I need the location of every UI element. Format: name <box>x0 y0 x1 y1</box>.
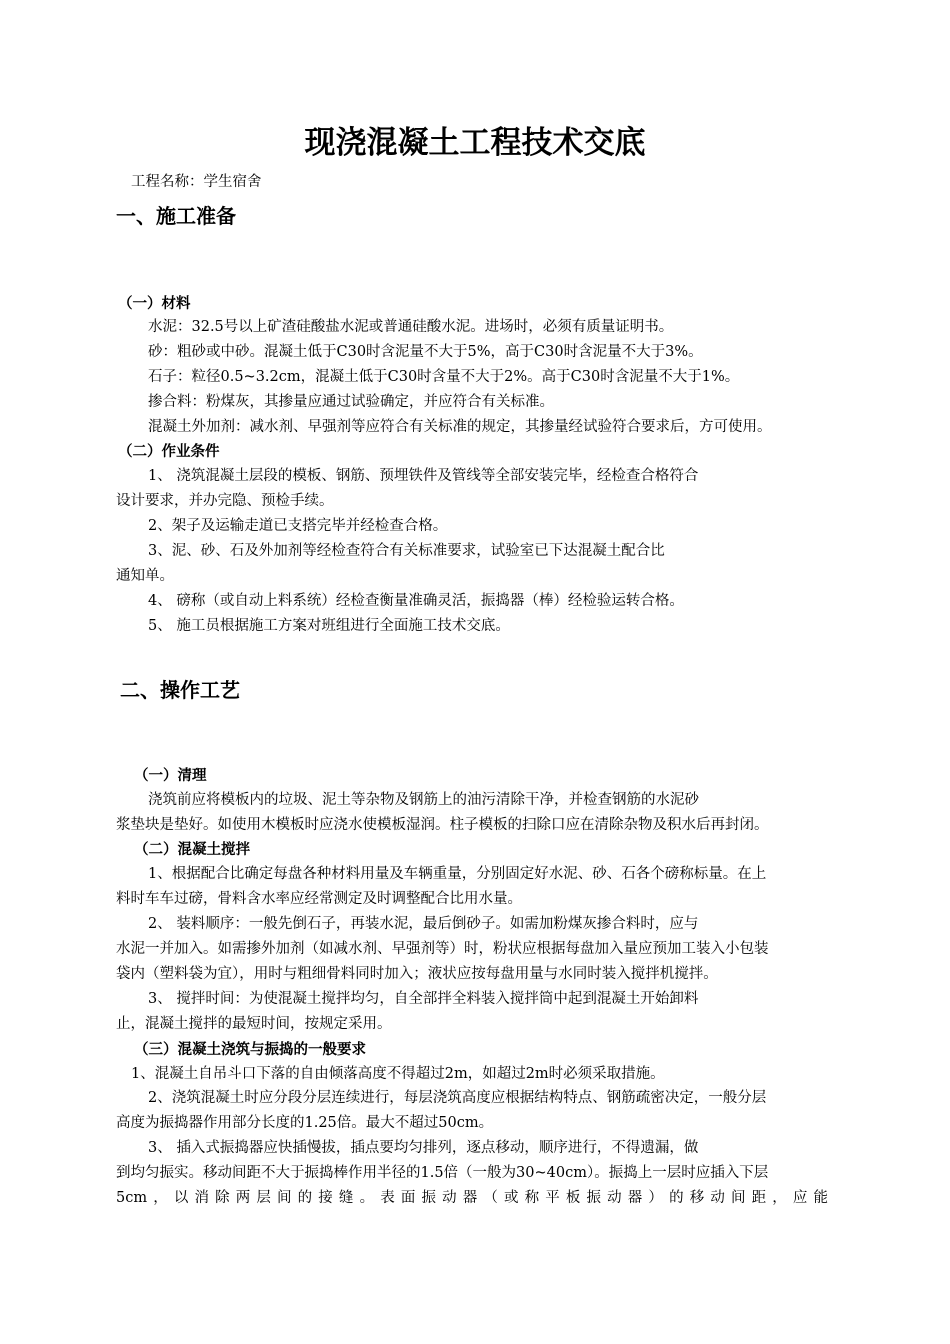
paragraph-line: 4、 磅称（或自动上料系统）经检查衡量准确灵活，振捣器（棒）经检验运转合格。 <box>148 593 684 609</box>
subheading-work-conditions: （二）作业条件 <box>118 444 220 460</box>
subheading-materials: （一）材料 <box>118 296 191 312</box>
section-heading-preparation: 一、施工准备 <box>116 204 236 228</box>
paragraph-line: 通知单。 <box>116 568 174 584</box>
paragraph-line: 砂：粗砂或中砂。混凝土低于C30时含泥量不大于5%，高于C30时含泥量不大于3%。 <box>148 344 703 360</box>
project-name: 工程名称：学生宿舍 <box>131 174 262 190</box>
subheading-cleaning: （一）清理 <box>134 768 207 784</box>
paragraph-line: 1、混凝土自吊斗口下落的自由倾落高度不得超过2m，如超过2m时必须采取措施。 <box>131 1066 665 1082</box>
paragraph-line: 混凝土外加剂：减水剂、早强剂等应符合有关标准的规定，其掺量经试验符合要求后，方可使用。 <box>148 419 772 435</box>
paragraph-line: 1、 浇筑混凝土层段的模板、钢筋、预埋铁件及管线等全部安装完毕，经检查合格符合 <box>148 468 699 484</box>
paragraph-line: 2、浇筑混凝土时应分段分层连续进行，每层浇筑高度应根据结构特点、钢筋疏密决定，一般分层 <box>148 1090 767 1106</box>
page-title: 现浇混凝土工程技术交底 <box>304 125 646 161</box>
paragraph-line: 料时车车过磅，骨料含水率应经常测定及时调整配合比用水量。 <box>116 891 522 907</box>
paragraph-line: 止，混凝土搅拌的最短时间，按规定采用。 <box>116 1016 392 1032</box>
paragraph-line: 1、根据配合比确定每盘各种材料用量及车辆重量，分别固定好水泥、砂、石各个磅称标量。在上 <box>148 866 767 882</box>
paragraph-line: 袋内（塑料袋为宜），用时与粗细骨料同时加入；液状应按每盘用量与水同时装入搅拌机搅拌。 <box>116 966 718 982</box>
paragraph-line: 5cm，以消除两层间的接缝。表面振动器（或称平板振动器）的移动间距，应能 <box>116 1190 828 1206</box>
paragraph-line: 水泥一并加入。如需掺外加剂（如减水剂、早强剂等）时，粉状应根据每盘加入量应预加工装入小包装 <box>116 941 769 957</box>
paragraph-line: 石子：粒径0.5~3.2cm，混凝土低于C30时含量不大于2%。高于C30时含泥量不大于1%。 <box>148 369 740 385</box>
paragraph-line: 浇筑前应将模板内的垃圾、泥土等杂物及钢筋上的油污清除干净，并检查钢筋的水泥砂 <box>148 792 699 808</box>
subheading-pouring-vibrating: （三）混凝土浇筑与振捣的一般要求 <box>134 1042 366 1058</box>
paragraph-line: 水泥：32.5号以上矿渣硅酸盐水泥或普通硅酸水泥。进场时，必须有质量证明书。 <box>148 319 674 335</box>
paragraph-line: 高度为振捣器作用部分长度的1.25倍。最大不超过50cm。 <box>116 1115 494 1131</box>
paragraph-line: 5、 施工员根据施工方案对班组进行全面施工技术交底。 <box>148 618 510 634</box>
subheading-mixing: （二）混凝土搅拌 <box>134 842 250 858</box>
paragraph-line: 2、架子及运输走道已支搭完毕并经检查合格。 <box>148 518 448 534</box>
paragraph-line: 设计要求，并办完隐、预检手续。 <box>116 493 334 509</box>
section-heading-operations: 二、操作工艺 <box>120 678 240 702</box>
paragraph-line: 3、 插入式振捣器应快插慢拔，插点要均匀排列，逐点移动，顺序进行，不得遗漏，做 <box>148 1140 699 1156</box>
paragraph-line: 掺合料：粉煤灰，其掺量应通过试验确定，并应符合有关标准。 <box>148 394 554 410</box>
paragraph-line: 2、 装料顺序：一般先倒石子，再装水泥，最后倒砂子。如需加粉煤灰掺合料时，应与 <box>148 916 699 932</box>
paragraph-line: 3、 搅拌时间：为使混凝土搅拌均匀，自全部拌全料装入搅拌筒中起到混凝土开始卸料 <box>148 991 699 1007</box>
paragraph-line: 浆垫块是垫好。如使用木模板时应浇水使模板湿润。柱子模板的扫除口应在清除杂物及积水后再封闭。 <box>116 817 769 833</box>
paragraph-line: 3、泥、砂、石及外加剂等经检查符合有关标准要求，试验室已下达混凝土配合比 <box>148 543 665 559</box>
paragraph-line: 到均匀振实。移动间距不大于振捣棒作用半径的1.5倍（一般为30~40cm）。振捣上一层时应插入下层 <box>116 1165 769 1181</box>
